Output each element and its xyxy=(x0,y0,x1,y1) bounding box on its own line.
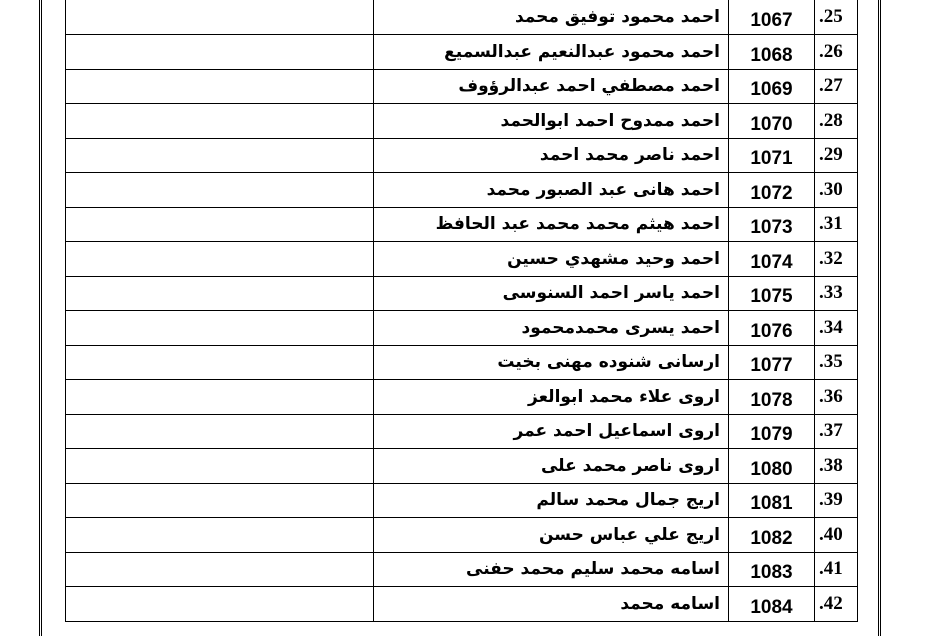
table-row xyxy=(66,69,858,104)
table-row xyxy=(66,483,858,518)
table-body xyxy=(66,0,858,621)
student-name-cell: احمد ياسر احمد السنوسى xyxy=(374,276,729,311)
blank-cell xyxy=(66,207,374,242)
table-row xyxy=(66,173,858,208)
table-row xyxy=(66,552,858,587)
row-index-cell: .30 xyxy=(815,173,858,208)
student-name-cell: احمد مصطفي احمد عبدالرؤوف xyxy=(374,69,729,104)
row-index-cell: .27 xyxy=(815,69,858,104)
table-row xyxy=(66,414,858,449)
table-row xyxy=(66,0,858,35)
blank-cell xyxy=(66,138,374,173)
seat-number-cell: 1072 xyxy=(729,173,815,208)
student-name-cell: اسامه محمد سليم محمد حفنى xyxy=(374,552,729,587)
row-index-cell: .41 xyxy=(815,552,858,587)
blank-cell xyxy=(66,380,374,415)
table-row xyxy=(66,242,858,277)
student-name-cell: اريج علي عباس حسن xyxy=(374,518,729,553)
blank-cell xyxy=(66,69,374,104)
student-name-cell: اروى اسماعيل احمد عمر xyxy=(374,414,729,449)
student-name-cell: اسامه محمد xyxy=(374,587,729,622)
student-name-cell: اروى علاء محمد ابوالعز xyxy=(374,380,729,415)
row-index-cell: .32 xyxy=(815,242,858,277)
student-name-cell: اريج جمال محمد سالم xyxy=(374,483,729,518)
seat-number-cell: 1080 xyxy=(729,449,815,484)
student-name-cell: احمد يسرى محمدمحمود xyxy=(374,311,729,346)
student-name-cell: احمد محمود عبدالنعيم عبدالسميع xyxy=(374,35,729,70)
table-row xyxy=(66,380,858,415)
seat-number-cell: 1071 xyxy=(729,138,815,173)
row-index-cell: .35 xyxy=(815,345,858,380)
seat-number-cell: 1078 xyxy=(729,380,815,415)
blank-cell xyxy=(66,35,374,70)
blank-cell xyxy=(66,449,374,484)
seat-number-cell: 1070 xyxy=(729,104,815,139)
blank-cell xyxy=(66,311,374,346)
table-row xyxy=(66,276,858,311)
blank-cell xyxy=(66,242,374,277)
table-row xyxy=(66,587,858,622)
student-name-cell: ارسانى شنوده مهنى بخيت xyxy=(374,345,729,380)
row-index-cell: .38 xyxy=(815,449,858,484)
row-index-cell: .33 xyxy=(815,276,858,311)
student-name-cell: احمد ناصر محمد احمد xyxy=(374,138,729,173)
blank-cell xyxy=(66,552,374,587)
seat-number-cell: 1068 xyxy=(729,35,815,70)
row-index-cell: .42 xyxy=(815,587,858,622)
table-row xyxy=(66,104,858,139)
row-index-cell: .28 xyxy=(815,104,858,139)
row-index-cell: .39 xyxy=(815,483,858,518)
table-row xyxy=(66,35,858,70)
blank-cell xyxy=(66,414,374,449)
seat-number-cell: 1073 xyxy=(729,207,815,242)
row-index-cell: .29 xyxy=(815,138,858,173)
table-row xyxy=(66,345,858,380)
blank-cell xyxy=(66,345,374,380)
row-index-cell: .26 xyxy=(815,35,858,70)
blank-cell xyxy=(66,173,374,208)
seat-number-cell: 1079 xyxy=(729,414,815,449)
row-index-cell: .37 xyxy=(815,414,858,449)
row-index-cell: .34 xyxy=(815,311,858,346)
blank-cell xyxy=(66,0,374,35)
seat-number-cell: 1083 xyxy=(729,552,815,587)
row-index-cell: .25 xyxy=(815,0,858,35)
seat-number-cell: 1077 xyxy=(729,345,815,380)
row-index-cell: .40 xyxy=(815,518,858,553)
blank-cell xyxy=(66,587,374,622)
blank-cell xyxy=(66,518,374,553)
student-name-cell: اروى ناصر محمد على xyxy=(374,449,729,484)
student-name-cell: احمد هيثم محمد محمد عبد الحافظ xyxy=(374,207,729,242)
table-row xyxy=(66,311,858,346)
seat-number-cell: 1076 xyxy=(729,311,815,346)
table-row xyxy=(66,207,858,242)
seat-number-cell: 1084 xyxy=(729,587,815,622)
seat-number-cell: 1082 xyxy=(729,518,815,553)
row-index-cell: .31 xyxy=(815,207,858,242)
seat-number-cell: 1067 xyxy=(729,0,815,35)
seat-number-cell: 1081 xyxy=(729,483,815,518)
seat-number-cell: 1074 xyxy=(729,242,815,277)
row-index-cell: .36 xyxy=(815,380,858,415)
student-name-cell: احمد وحيد مشهدي حسين xyxy=(374,242,729,277)
blank-cell xyxy=(66,104,374,139)
student-name-cell: احمد ممدوح احمد ابوالحمد xyxy=(374,104,729,139)
student-name-cell: احمد هانى عبد الصبور محمد xyxy=(374,173,729,208)
student-name-cell: احمد محمود توفيق محمد xyxy=(374,0,729,35)
blank-cell xyxy=(66,276,374,311)
student-list-table xyxy=(65,0,858,622)
seat-number-cell: 1075 xyxy=(729,276,815,311)
table-row xyxy=(66,138,858,173)
table-row xyxy=(66,449,858,484)
table-row xyxy=(66,518,858,553)
blank-cell xyxy=(66,483,374,518)
seat-number-cell: 1069 xyxy=(729,69,815,104)
